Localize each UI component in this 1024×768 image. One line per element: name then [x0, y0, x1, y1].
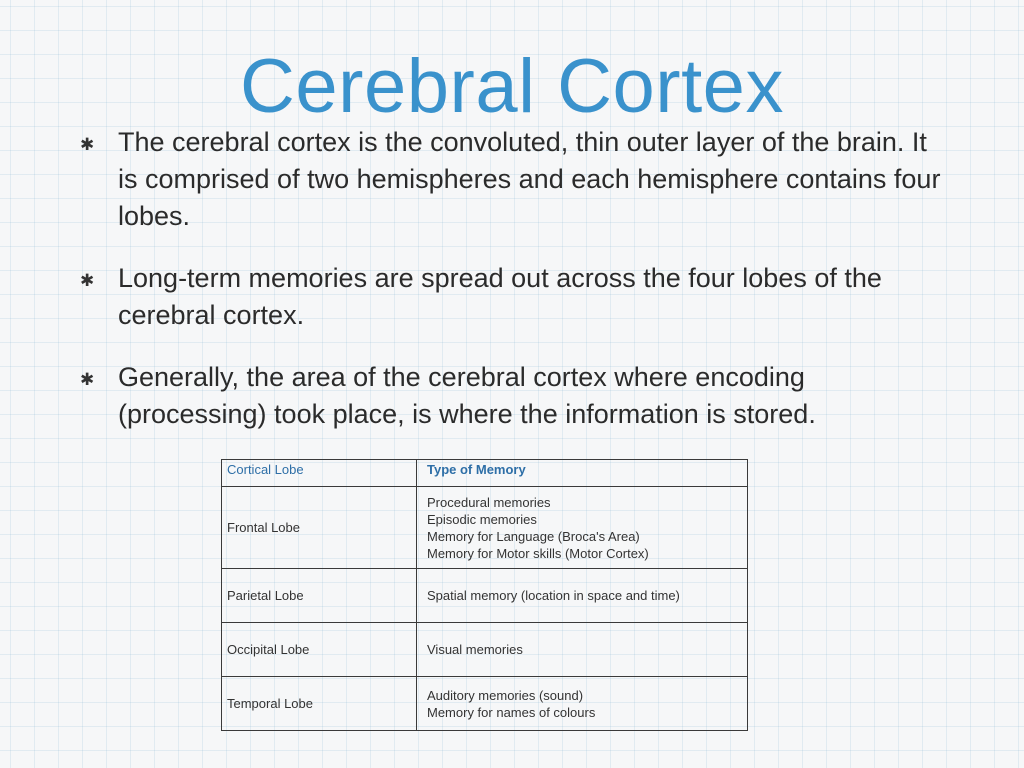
memory-cell — [417, 487, 748, 569]
memory-line: Memory for Motor skills (Motor Cortex) — [427, 545, 649, 561]
memory-cell — [417, 623, 748, 677]
table-row — [222, 569, 748, 623]
memory-line: Auditory memories (sound) — [427, 687, 584, 703]
lobe-memory-table — [221, 459, 748, 731]
bullet-list — [70, 124, 950, 433]
memory-line: Episodic memories — [427, 511, 537, 527]
table-row — [222, 677, 748, 731]
memory-line: Spatial memory (location in space and time) — [427, 588, 680, 603]
table-row — [222, 623, 748, 677]
bullet-text: Long-term memories are spread out across the four lobes of the cerebral cortex. — [118, 263, 882, 330]
asterisk-bullet-icon: ✱ — [80, 135, 95, 154]
memory-line: Memory for Language (Broca's Area) — [427, 528, 640, 544]
header-type-of-memory: Type of Memory — [417, 460, 748, 487]
bullet-item — [70, 124, 950, 235]
table-header-row — [222, 460, 748, 487]
table-row — [222, 487, 748, 569]
lobe-cell: Occipital Lobe — [222, 623, 417, 677]
asterisk-bullet-icon: ✱ — [80, 370, 95, 389]
bullet-item — [70, 359, 950, 433]
memory-cell — [417, 677, 748, 731]
asterisk-bullet-icon: ✱ — [80, 271, 95, 290]
bullet-text: Generally, the area of the cerebral cortex where encoding (processing) took place, is where the information is stored. — [118, 362, 816, 429]
memory-line: Memory for names of colours — [427, 704, 596, 720]
memory-line: Procedural memories — [427, 494, 551, 510]
memory-line: Visual memories — [427, 642, 523, 657]
lobe-cell: Temporal Lobe — [222, 677, 417, 731]
slide-title: Cerebral Cortex — [240, 44, 784, 129]
memory-cell — [417, 569, 748, 623]
lobe-cell: Parietal Lobe — [222, 569, 417, 623]
bullet-item — [70, 260, 950, 334]
header-cortical-lobe: Cortical Lobe — [222, 460, 417, 487]
bullet-text: The cerebral cortex is the convoluted, thin outer layer of the brain. It is comprised of two hemispheres and each hemisphere contains four lobes. — [118, 127, 941, 231]
lobe-cell: Frontal Lobe — [222, 487, 417, 569]
